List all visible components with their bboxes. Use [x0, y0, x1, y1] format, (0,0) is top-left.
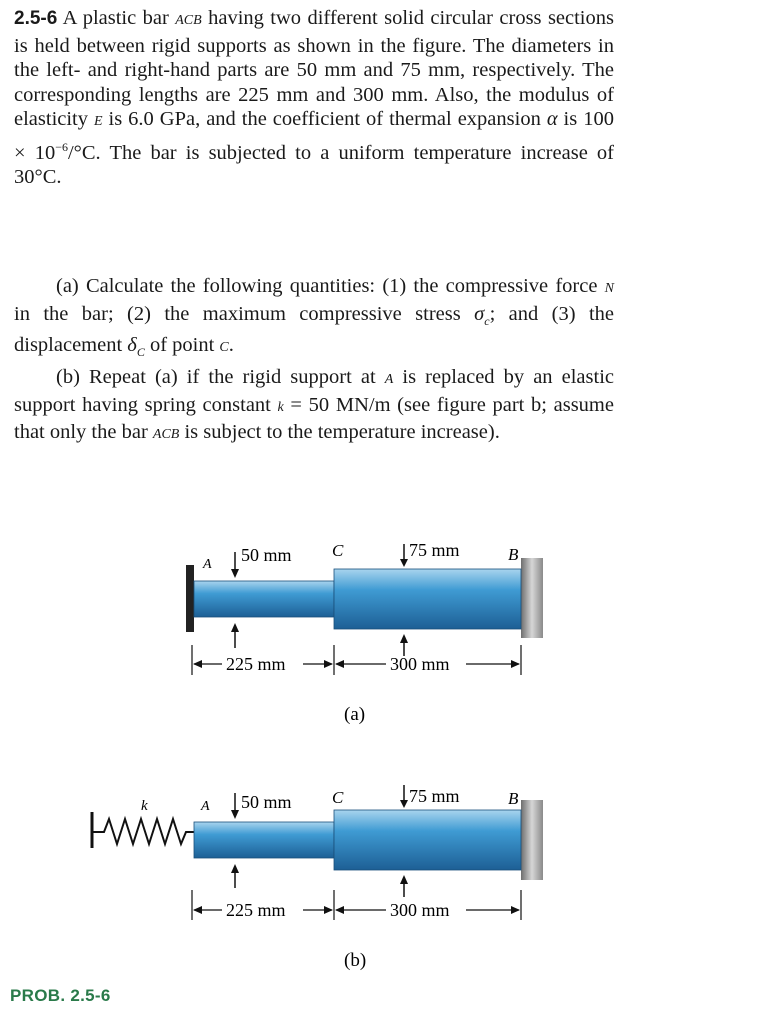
left-wall [186, 565, 194, 632]
dia-arrow-bottom-left-head [231, 623, 239, 632]
spring [92, 819, 194, 844]
bar-label-acb: ACB [175, 13, 202, 28]
caption-a: (a) [344, 704, 366, 725]
right-wall [521, 558, 543, 638]
len-left-label: 225 mm [226, 654, 286, 674]
part-a-text-1: (a) Calculate the following quantities: (1) the compressive force [56, 275, 605, 297]
figure-a [0, 530, 763, 730]
label-a: A [203, 557, 212, 572]
left-bar-segment [194, 822, 334, 858]
dia-arrow-bottom-right-head [400, 875, 408, 884]
sigma-subscript: c [484, 313, 490, 328]
left-bar-segment [194, 581, 334, 617]
intro-text-2: having two different solid circular cross sections is held between rigid supports as shown in the figure. The diameters in the left- and right-hand parts are 50 mm and 75 mm, respectively. The corresponding lengths are 225 mm and 300 mm. Also, the modulus of elasticity [14, 7, 614, 131]
part-a-text-3: ; and (3) the displacement [14, 302, 615, 357]
alpha-symbol: α [546, 108, 558, 131]
modulus-symbol: E [93, 114, 103, 130]
part-a-text-4: of point [144, 334, 220, 357]
label-c: C [332, 541, 344, 560]
dia-left-label: 50 mm [241, 792, 292, 812]
spring-k-symbol: k [277, 399, 284, 415]
sigma-symbol: σ [474, 302, 485, 325]
part-a-text-2: in the bar; (2) the maximum compressive stress [14, 302, 475, 325]
intro-text-3: is 6.0 GPa, and the coefficient of thermal expansion [102, 108, 547, 131]
dia-arrow-top-right-head [400, 800, 408, 808]
dia-right-label: 75 mm [409, 540, 460, 560]
dia-arrow-bottom-right-head [400, 634, 408, 643]
dim-arrow-2a [335, 660, 344, 668]
label-b: B [508, 545, 519, 564]
part-b-text-2: is replaced by an elastic support having spring constant [14, 365, 614, 416]
dim-arrow-1b [324, 660, 333, 668]
point-c-symbol: C [219, 340, 229, 356]
part-b-text-3: = 50 MN/m (see figure part b; assume that only the bar [14, 393, 614, 444]
right-bar-segment [334, 810, 521, 870]
problem-label: PROB. 2.5-6 [10, 986, 111, 1005]
caption-b: (b) [344, 950, 367, 971]
part-a-text-5: . [228, 334, 234, 357]
delta-subscript: C [136, 345, 145, 360]
intro-text-5: /°C. The bar is subjected to a uniform temperature increase of 30°C. [14, 141, 615, 189]
dim-arrow-1a [193, 906, 202, 914]
right-bar-segment [334, 569, 521, 629]
len-left-label: 225 mm [226, 900, 286, 920]
intro-text-4: is 100 × 10 [14, 108, 614, 164]
problem-number: 2.5-6 [14, 8, 58, 29]
exponent: −6 [55, 139, 68, 154]
dia-arrow-top-left-head [231, 569, 239, 578]
label-c: C [332, 788, 344, 807]
label-b: B [508, 789, 519, 808]
dia-right-label: 75 mm [409, 786, 460, 806]
intro-text-1: A plastic bar [57, 7, 176, 29]
dia-arrow-bottom-left-head [231, 864, 239, 873]
problem-statement [14, 6, 614, 190]
bar-label-acb-2: ACB [152, 427, 180, 443]
len-right-label: 300 mm [390, 900, 450, 920]
figure-b [0, 780, 763, 980]
label-k: k [141, 798, 148, 814]
dim-arrow-2b [511, 660, 520, 668]
dim-arrow-1a [193, 660, 202, 668]
force-symbol: N [604, 281, 614, 296]
delta-symbol: δ [127, 334, 137, 357]
dia-arrow-top-right-head [400, 559, 408, 567]
dia-left-label: 50 mm [241, 545, 292, 565]
len-right-label: 300 mm [390, 654, 450, 674]
dim-arrow-2a [335, 906, 344, 914]
dim-arrow-1b [324, 906, 333, 914]
right-wall [521, 800, 543, 880]
part-b-text-1: (b) Repeat (a) if the rigid support at [56, 365, 385, 388]
dim-arrow-2b [511, 906, 520, 914]
label-a: A [201, 799, 210, 814]
part-b-text-4: is subject to the temperature increase). [179, 421, 500, 444]
support-a-symbol: A [384, 371, 394, 387]
problem-parts [14, 274, 614, 448]
dia-arrow-top-left-head [231, 810, 239, 819]
